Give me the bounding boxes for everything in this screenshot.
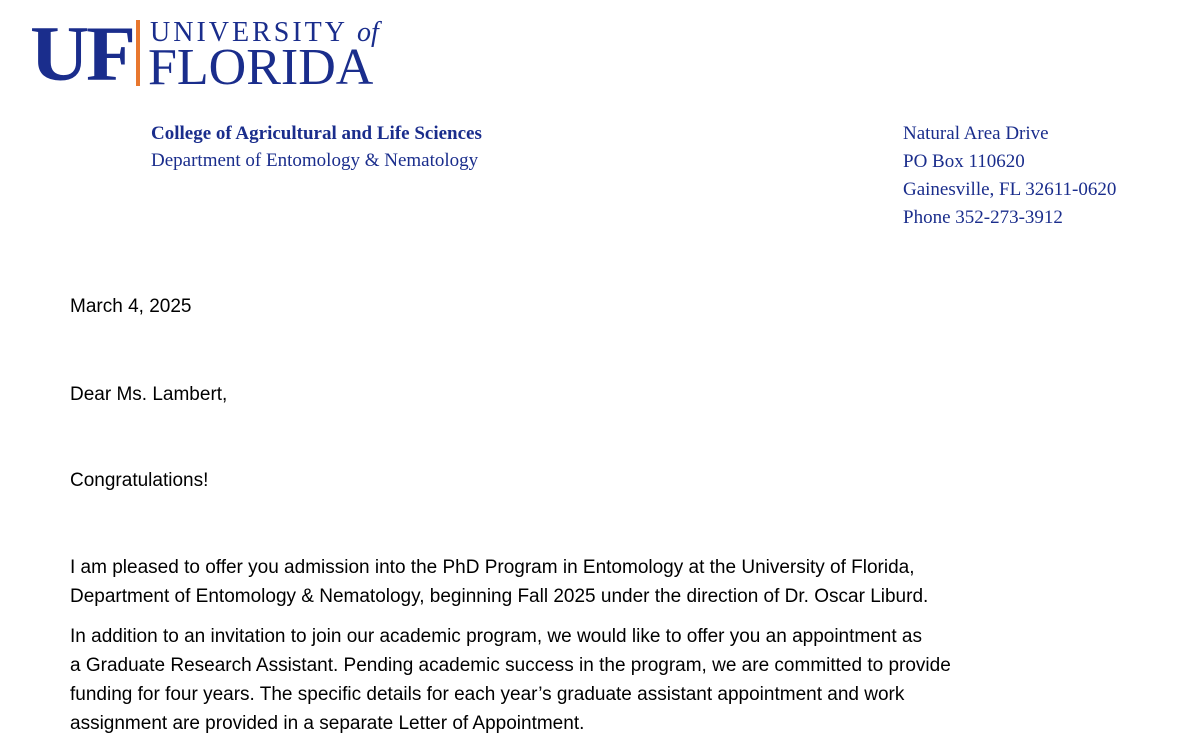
paragraph-line: In addition to an invitation to join our academic program, we would like to offer you an appointment as xyxy=(70,626,922,647)
university-logo xyxy=(30,10,410,98)
address-street: Natural Area Drive xyxy=(903,123,1049,144)
paragraph-line: Department of Entomology & Nematology, beginning Fall 2025 under the direction of Dr. Oscar Liburd. xyxy=(70,586,929,607)
paragraph-line: assignment are provided in a separate Letter of Appointment. xyxy=(70,713,585,734)
letter-date: March 4, 2025 xyxy=(70,296,192,317)
paragraph-line: a Graduate Research Assistant. Pending academic success in the program, we are committed to provide xyxy=(70,655,951,676)
university-line: UNIVERSITY of xyxy=(150,17,379,48)
university-name: FLORIDA xyxy=(148,39,374,96)
address-phone: Phone 352-273-3912 xyxy=(903,207,1063,228)
paragraph-assistantship xyxy=(70,622,1170,738)
department-name: Department of Entomology & Nematology xyxy=(151,150,479,171)
address-city: Gainesville, FL 32611-0620 xyxy=(903,179,1117,200)
uf-logo-mark: UF xyxy=(30,10,133,97)
college-name: College of Agricultural and Life Sciences xyxy=(151,123,482,144)
address-block xyxy=(903,120,1116,232)
paragraph-line: I am pleased to offer you admission into the PhD Program in Entomology at the University of Florida, xyxy=(70,557,915,578)
congratulations-line: Congratulations! xyxy=(70,470,209,491)
paragraph-line: funding for four years. The specific details for each year’s graduate assistant appointment and work xyxy=(70,684,905,705)
logo-divider xyxy=(136,20,140,86)
paragraph-admission xyxy=(70,553,1160,611)
salutation: Dear Ms. Lambert, xyxy=(70,384,228,405)
department-block xyxy=(151,120,482,174)
address-po-box: PO Box 110620 xyxy=(903,151,1025,172)
